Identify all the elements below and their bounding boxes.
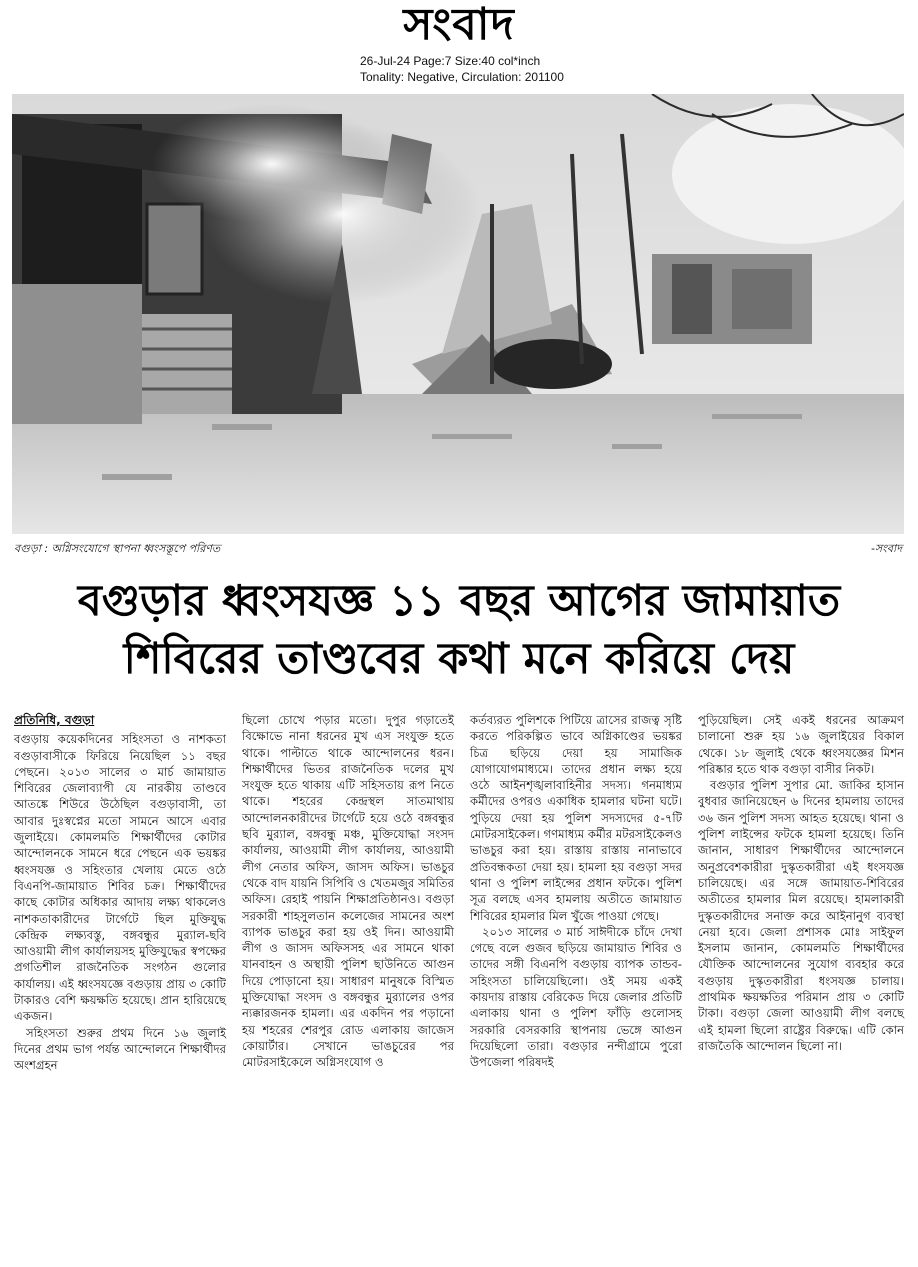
news-photo xyxy=(12,94,904,534)
headline-line-2: শিবিরের তাণ্ডবের কথা মনে করিয়ে দেয় xyxy=(123,634,795,684)
article-column-4 xyxy=(698,712,904,1054)
article-column-2 xyxy=(242,712,454,1071)
photo-caption: বগুড়া : অগ্নিসংযোগে স্থাপনা ধ্বংসস্তূপে পরিণত xyxy=(14,542,221,555)
article-paragraph: বগুড়ায় কয়েকদিনের সহিংসতা ও নাশকতা বগুড়াবাসীকে ফিরিয়ে নিয়েছিল ১১ বছর পেছনে। ২০১৩ সালের ৩ মার্চ জামায়াত শিবিরের জেলাব্যাপী যে নারকীয় তাণ্ডবে আতঙ্কে শিউরে উঠেছিল বগুড়াবাসী, তা আবার দুঃস্বপ্নের মতো সামনে আসে এবার জুলাইয়ে। কোমলমতি শিক্ষার্থীদের কোটার আন্দোলনকে সামনে ধরে পেছনে এক ভয়ঙ্কর ধ্বংসযজ্ঞ ও সহিংতার খেলায় মেতে ওঠে বিএনপি-জামায়াত শিবির চক্র। শিক্ষার্থীদের কাছে কোটার অধিকার আদায় লক্ষ্য থাকলেও নাশকতাকারীদের টার্গেটে ছিল মুক্তিযুদ্ধ কেন্দ্রিক লক্ষ্যবস্তু, বঙ্গবন্ধুর মুর‌্যাল-ছবি আওয়ামী লীগ কার্যালয়সহ মুক্তিযুদ্ধের স্বপক্ষের প্রগতিশীল রাজনৈতিক সংগঠন গুলোর কার্যালয়। এই ধ্বংসযজ্ঞে বগুড়ায় প্রায় ৩ কোটি টাকারও বেশি ক্ষয়ক্ষতি হয়েছে। প্রান হারিয়েছে একজন। xyxy=(14,732,226,1024)
article-paragraph: সহিংসতা শুরুর প্রথম দিনে ১৬ জুলাই দিনের প্রথম ভাগ পর্যন্ত আন্দোলনে শিক্ষার্থীদর অংশগ্রহন xyxy=(14,1025,226,1073)
headline xyxy=(14,572,904,688)
byline: প্রতিনিধি, বগুড়া xyxy=(14,713,95,727)
article-paragraph: পুড়িয়েছিল। সেই একই ধরনের আক্রমণ চালানো শুরু হয় ১৬ জুলাইয়ের বিকাল থেকে। ১৮ জুলাই থেকে ধ্বংসযজ্ঞের মিশন পরিষ্কার হতে থাক বগুড়া বাসীর নিকট। xyxy=(698,713,904,776)
headline-line-1: বগুড়ার ধ্বংসযজ্ঞ ১১ বছর আগের জামায়াত xyxy=(77,576,841,626)
article-body xyxy=(14,712,904,1252)
article-paragraph: বগুড়ার পুলিশ সুপার মো. জাকির হাসান বুধবার জানিয়েছেন ৬ দিনের হামলায় তাদের ৩৬ জন পুলিশ সদস্য আহত হয়েছে। থানা ও পুলিশ লাইন্সের ফটকে হামলা হয়েছে। তিনি জানান, সাধারণ শিক্ষার্থীদের আন্দোলনে অনুপ্রবেশকারীরা দুস্কৃতকারীরা এই ধংসযজ্ঞ চালিয়েছে। এর সঙ্গে জামায়াত-শিবিরের অতীতের হামলার মিল রয়েছে। হামলাকারী দুস্কৃতকারীদের সনাক্ত করে আইনানুগ ব্যবস্থা নেয়া হবে। জেলা প্রশাসক মোঃ সাইফুল ইসলাম জানান, কোমলমতি শিক্ষার্থীদের যৌক্তিক আন্দোলনের সুযোগ ব্যবহার করে বগুড়ায় দুস্কৃতকারীরা ধংসযজ্ঞ চালায়। প্রাথমিক ক্ষয়ক্ষতির পরিমান প্রায় ৩ কোটি টাকা। বগুড়া জেলা আওয়ামী লীগ বলছে এই হামলা ছিলো রাষ্ট্রের বিরুদ্ধে। এটি কোন রাজতৈকি আন্দোলন ছিলো না। xyxy=(698,778,904,1053)
newspaper-logo: সংবাদ xyxy=(403,0,515,50)
photo-credit: -সংবাদ xyxy=(870,542,902,555)
article-paragraph: ছিলো চোখে পড়ার মতো। দুপুর গড়াতেই বিক্ষোভে নানা ধরনের মুখ এস সংযুক্ত হতে থাকে। পাল্টাতে থাকে আন্দোলনের ধরন। শিক্ষার্থীদের ভিতর রাজনৈতিক দলের মুখ সংযুক্ত হতে থাকায় এটি সহিসতায় রূপ নিতে থাকে। শহরের কেন্দ্রস্থল সাতমাথায় আন্দোলনকারীদের টার্গেটে হয়ে ওঠে বঙ্গবন্ধুর ছবি মুর‌্যাল, বঙ্গবন্ধু মঞ্চ, মুক্তিযোদ্ধা সংসদ কার্যালয়, আওয়ামী লীগ কার্যালয়, আওয়ামী লীগ নেতার অফিস, জাসদ অফিস। ভাঙচুর থেকে বাদ যায়নি সিপিবি ও খেতমজুর সমিতির অফিস। রেহাই পায়নি শিক্ষাপ্রতিষ্ঠানও। বগুড়া সরকারী শাহসুলতান কলেজের সামনের অংশ ব্যাপক ভাঙচুর করা হয় ওই দিন। আওয়ামী লীগ ও জাসদ অফিসসহ এর সামনে থাকা যানবাহন ও অস্থায়ী পুলিশ ছাউনিতে আগুন দিয়ে পোড়ানো হয়। সাধারণ মানুষকে বিস্মিত মুক্তিযোদ্ধা সংসদ ও বঙ্গবন্ধুর মুর‌্যালের ওপর ন্যক্কারজনক হামলা। এর একদিন পর পড়ানো হয় শহরের শেরপুর রোড এলাকায় জাজেস কোয়ার্টার। সেখানে ভাঙচুরের পর মোটরসাইকেলে অগ্নিসংযোগ ও xyxy=(242,713,454,1070)
article-column-3 xyxy=(470,712,682,1071)
fire-scene-illustration xyxy=(12,94,904,534)
article-column-1 xyxy=(14,712,226,1074)
article-paragraph: ২০১৩ সালের ৩ মার্চ সাঈদীকে চাঁদে দেখা গেছে বলে গুজব ছড়িয়ে জামায়াত শিবির ও তাদের সঙ্গী বিএনপি বগুড়ায় ব্যাপক তান্ডব-সহিংসতা চালিয়েছিলো। ওই সময় একই কায়দায় রাস্তায় বেরিকেড দিয়ে জেলার প্রতিটি এলাকায় থানা ও পুলিশ ফাঁড়ি গুলোসহ সরকারি বেসরকারি স্থাপনায় ভেঙ্গে আগুন দিয়েছিলো তারা। বগুড়ার নন্দীগ্রামে পুরো উপজেলা পরিষদই xyxy=(470,924,682,1070)
clipping-meta-date-page: 26-Jul-24 Page:7 Size:40 col*inch xyxy=(360,54,541,68)
masthead xyxy=(0,0,918,90)
article-paragraph: কর্তব্যরত পুলিশকে পিটিয়ে ত্রাসের রাজত্ব সৃষ্টি করতে পরিকল্পিত ভাবে অগ্নিকাণ্ডের ভয়ঙ্কর চিত্র ছড়িয়ে দেয়া হয় সামাজিক যোগাযোগমাধ্যমে। তাদের প্রধান লক্ষ্য হয়ে ওঠে আইনশৃঙ্খলাবাহিনীর সদস্য। গনমাধ্যম কর্মীদের ওপরও একাধিক হামলার ঘটনা ঘটে। পুড়িয়ে দেয়া হয় পুলিশ সদস্যদের ৫-৭টি মোটরসাইকেল। গণমাধ্যম কর্মীর মটরসাইকেলও ভাঙচুর করা হয়। রাস্তায় রাস্তায় নানাভাবে প্রতিবন্ধকতা দেয়া হয়। হামলা হয় বগুড়া সদর থানা ও পুলিশ লাইন্সের প্রধান ফটকে। পুলিশ সূত্র বলছে এসব হামলায় অতীতে জামায়াত শিবিরের হামলার মিল খুঁজে পাওয়া গেছে। xyxy=(470,713,682,923)
clipping-meta-tonality: Tonality: Negative, Circulation: 201100 xyxy=(360,70,564,84)
